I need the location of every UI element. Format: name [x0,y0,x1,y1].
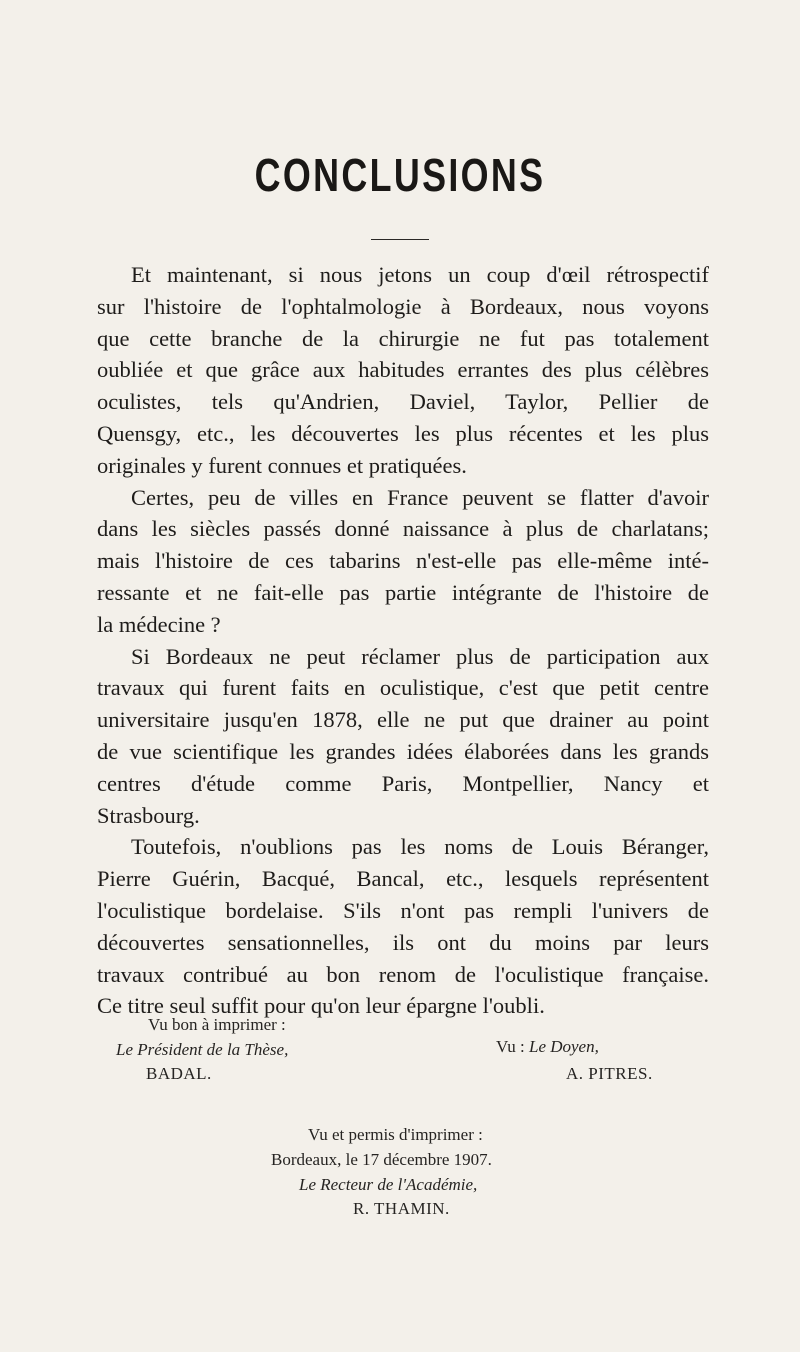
president-name: BADAL. [146,1064,212,1083]
text-line: universitaire jusqu'en 1878, elle ne put que drainer au point [97,707,709,733]
dean-title: Le Doyen, [528,1037,599,1056]
text-line: la médecine ? [97,611,221,637]
text-line: de vue scientifique les grandes idées élaborées dans les grands [97,738,709,764]
president-title: Le Président de la Thèse, [116,1040,289,1059]
text-line: mais l'histoire de ces tabarins n'est-elle pas elle-même inté- [97,548,709,574]
text-line: oculistes, tels qu'Andrien, Daviel, Taylor, Pellier de [97,389,709,415]
text-line: Toutefois, n'oublions pas les noms de Louis Béranger, [131,834,709,860]
rector-place-date: Bordeaux, le 17 décembre 1907. [271,1150,492,1169]
president-approval-intro: Vu bon à imprimer : [148,1015,286,1034]
text-line: sur l'histoire de l'ophtalmologie à Bordeaux, nous voyons [97,293,709,319]
rector-title: Le Recteur de l'Académie, [299,1175,478,1194]
text-line: Quensgy, etc., les découvertes les plus récentes et les plus [97,420,709,446]
text-line: originales y furent connues et pratiquées. [97,452,467,478]
text-line: que cette branche de la chirurgie ne fut pas totalement [97,325,709,351]
text-line: Si Bordeaux ne peut réclamer plus de participation aux [131,643,709,669]
conclusions-body [97,259,709,1022]
text-line: l'oculistique bordelaise. S'ils n'ont pas rempli l'univers de [97,897,709,923]
dean-approval [496,1037,599,1057]
text-line: Certes, peu de villes en France peuvent se flatter d'avoir [131,484,709,510]
text-line: découvertes sensationnelles, ils ont du moins par leurs [97,929,709,955]
text-line: travaux contribué au bon renom de l'oculistique française. [97,961,709,987]
dean-vu: Vu : [496,1037,529,1056]
text-line: dans les siècles passés donné naissance à plus de charlatans; [97,516,709,542]
text-line: Et maintenant, si nous jetons un coup d'œil rétrospectif [131,262,709,287]
text-line: travaux qui furent faits en oculistique, c'est que petit centre [97,675,709,701]
rector-name: R. THAMIN. [353,1199,450,1218]
page-title: CONCLUSIONS [254,149,546,201]
dean-name: A. PITRES. [566,1064,653,1083]
text-line: oubliée et que grâce aux habitudes errantes des plus célèbres [97,357,709,383]
text-line: Ce titre seul suffit pour qu'on leur épargne l'oubli. [97,993,545,1019]
title-rule [371,239,429,240]
rector-approval-intro: Vu et permis d'imprimer : [308,1125,483,1144]
text-line: ressante et ne fait-elle pas partie intégrante de l'histoire de [97,579,709,605]
text-line: Pierre Guérin, Bacqué, Bancal, etc., lesquels représentent [97,866,709,892]
text-line: Strasbourg. [97,802,200,828]
text-line: centres d'étude comme Paris, Montpellier, Nancy et [97,770,709,796]
approval-block [0,1012,800,1232]
